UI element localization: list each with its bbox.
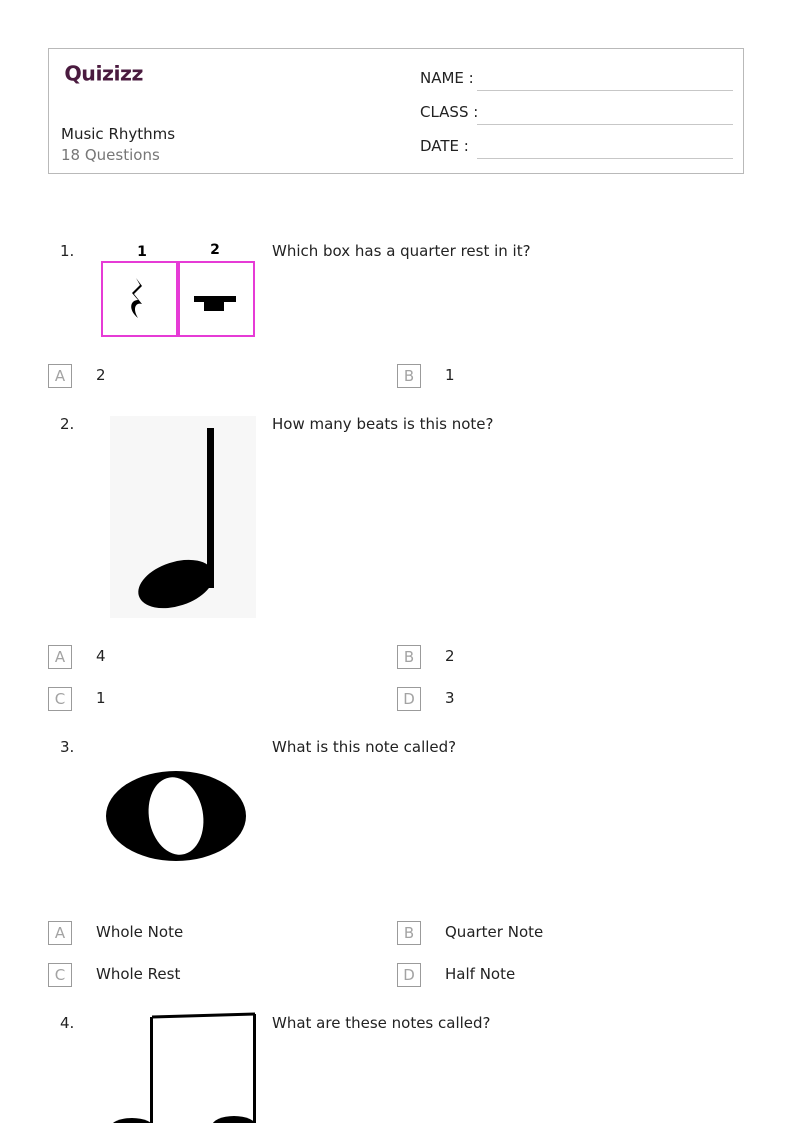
note-stem-right	[253, 1014, 256, 1123]
option-b-text: Quarter Note	[445, 923, 544, 941]
eighth-note-icon	[110, 1118, 154, 1123]
question-2-text: How many beats is this note?	[272, 415, 494, 433]
question-3-text: What is this note called?	[272, 738, 457, 756]
question-4-number: 4.	[60, 1014, 75, 1032]
option-a-text: 4	[96, 647, 106, 665]
half-rest-icon	[204, 302, 224, 311]
option-a-letter[interactable]: A	[48, 645, 72, 669]
question-4-text: What are these notes called?	[272, 1014, 491, 1032]
class-line[interactable]	[477, 124, 733, 125]
option-c-letter[interactable]: C	[48, 687, 72, 711]
whole-note-image	[98, 762, 258, 866]
rest-boxes-image	[98, 238, 258, 340]
date-line[interactable]	[477, 158, 733, 159]
svg-text:Quizizz: Quizizz	[64, 61, 144, 86]
option-d-text: 3	[445, 689, 455, 707]
quarter-rest-icon	[131, 278, 142, 318]
option-a-text: 2	[96, 366, 106, 384]
option-b-text: 1	[445, 366, 455, 384]
class-label: CLASS :	[420, 103, 479, 121]
note-beam	[152, 1014, 255, 1017]
quizizz-logo	[61, 59, 161, 87]
name-label: NAME :	[420, 69, 474, 87]
option-d-letter[interactable]: D	[397, 963, 421, 987]
question-3-number: 3.	[60, 738, 75, 756]
question-1-number: 1.	[60, 242, 75, 260]
date-label: DATE :	[420, 137, 469, 155]
option-a-text: Whole Note	[96, 923, 184, 941]
eighth-note-icon	[212, 1116, 256, 1123]
box-1	[102, 262, 177, 336]
option-d-text: Half Note	[445, 965, 516, 983]
note-stem-left	[150, 1017, 153, 1123]
note-stem	[207, 428, 214, 588]
option-a-letter[interactable]: A	[48, 921, 72, 945]
box-1-label: 1	[137, 244, 147, 260]
option-b-letter[interactable]: B	[397, 645, 421, 669]
box-2-label: 2	[210, 242, 220, 258]
worksheet-header	[48, 48, 744, 174]
beamed-eighth-notes-image	[98, 1010, 263, 1123]
question-1-text: Which box has a quarter rest in it?	[272, 242, 531, 260]
option-c-text: 1	[96, 689, 106, 707]
question-2-number: 2.	[60, 415, 75, 433]
worksheet-title: Music Rhythms	[61, 125, 176, 143]
option-d-letter[interactable]: D	[397, 687, 421, 711]
option-b-text: 2	[445, 647, 455, 665]
option-c-letter[interactable]: C	[48, 963, 72, 987]
option-a-letter[interactable]: A	[48, 364, 72, 388]
worksheet-question-count: 18 Questions	[61, 146, 160, 164]
option-b-letter[interactable]: B	[397, 921, 421, 945]
option-b-letter[interactable]: B	[397, 364, 421, 388]
option-c-text: Whole Rest	[96, 965, 181, 983]
name-line[interactable]	[477, 90, 733, 91]
quarter-note-image	[98, 412, 258, 622]
half-rest-bar	[194, 296, 236, 302]
